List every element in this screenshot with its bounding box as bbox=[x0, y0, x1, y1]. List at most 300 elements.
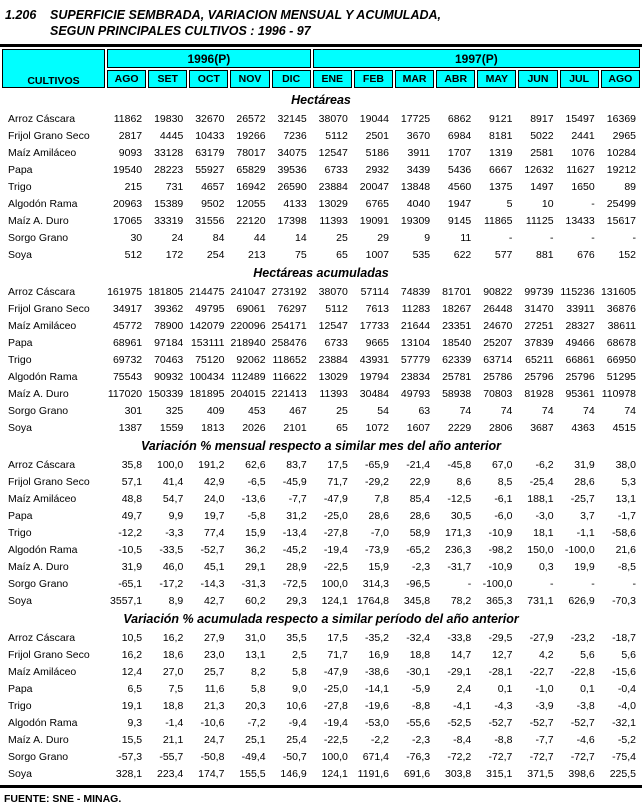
crop-label: Sorgo Grano bbox=[8, 750, 69, 763]
value-cell: 75120 bbox=[195, 353, 225, 366]
value-cell: 5,8 bbox=[250, 682, 266, 695]
value-cell: 9,0 bbox=[292, 682, 307, 695]
value-cell: -25,4 bbox=[529, 475, 554, 488]
crop-label: Sorgo Grano bbox=[8, 231, 69, 244]
table-row bbox=[2, 419, 640, 436]
crop-label: Papa bbox=[8, 163, 33, 176]
value-cell: 99739 bbox=[524, 285, 554, 298]
value-cell: 117020 bbox=[107, 387, 143, 400]
value-cell: 62339 bbox=[442, 353, 472, 366]
value-cell: -3,8 bbox=[576, 699, 595, 712]
value-cell: 301 bbox=[124, 404, 143, 417]
value-cell: 4560 bbox=[447, 180, 472, 193]
value-cell: -100,0 bbox=[482, 577, 513, 590]
value-cell: 131605 bbox=[600, 285, 636, 298]
value-cell: 74 bbox=[624, 404, 636, 417]
value-cell: 15,5 bbox=[121, 733, 143, 746]
section-header-row bbox=[2, 436, 640, 456]
value-cell: 118652 bbox=[272, 353, 307, 366]
value-cell: 4,2 bbox=[538, 648, 554, 661]
month-header: ENE bbox=[313, 70, 352, 88]
value-cell: 10433 bbox=[195, 129, 225, 142]
value-cell: -4,3 bbox=[494, 699, 513, 712]
value-cell: 254 bbox=[206, 248, 225, 261]
value-cell: 78900 bbox=[154, 319, 184, 332]
value-cell: -100,0 bbox=[564, 543, 595, 556]
value-cell: -23,2 bbox=[570, 631, 595, 644]
value-cell: 16,9 bbox=[368, 648, 389, 661]
table-row bbox=[2, 144, 640, 161]
value-cell: -75,4 bbox=[612, 750, 636, 763]
value-cell: 204015 bbox=[230, 387, 266, 400]
value-cell: 6765 bbox=[365, 197, 389, 210]
value-cell: -4,6 bbox=[576, 733, 595, 746]
value-cell: 13433 bbox=[565, 214, 595, 227]
value-cell: -52,5 bbox=[447, 716, 472, 729]
value-cell: 13029 bbox=[318, 197, 348, 210]
month-header: JUN bbox=[518, 70, 557, 88]
value-cell: 25207 bbox=[483, 336, 513, 349]
value-cell: 241047 bbox=[230, 285, 266, 298]
crop-label: Trigo bbox=[8, 353, 32, 366]
value-cell: 1072 bbox=[365, 421, 389, 434]
value-cell: -7,7 bbox=[288, 492, 307, 505]
value-cell: 11,6 bbox=[204, 682, 225, 695]
value-cell: 19212 bbox=[606, 163, 636, 176]
value-cell: 100434 bbox=[189, 370, 225, 383]
value-cell: 49466 bbox=[565, 336, 595, 349]
value-cell: 325 bbox=[165, 404, 184, 417]
value-cell: -27,8 bbox=[323, 699, 348, 712]
value-cell: -30,1 bbox=[406, 665, 431, 678]
value-cell: 31,9 bbox=[574, 458, 595, 471]
value-cell: 17733 bbox=[359, 319, 389, 332]
value-cell: -35,2 bbox=[365, 631, 389, 644]
crop-label: Algodón Rama bbox=[8, 370, 78, 383]
value-cell: 74 bbox=[583, 404, 595, 417]
value-cell: -14,3 bbox=[200, 577, 225, 590]
table-row bbox=[2, 473, 640, 490]
value-cell: 171,3 bbox=[444, 526, 472, 539]
value-cell: -6,0 bbox=[494, 509, 513, 522]
value-cell: 25796 bbox=[565, 370, 595, 383]
table-row bbox=[2, 575, 640, 592]
value-cell: 31,2 bbox=[286, 509, 307, 522]
value-cell: -45,2 bbox=[282, 543, 307, 556]
value-cell: -76,3 bbox=[406, 750, 431, 763]
year-1996-header: 1996(P) bbox=[107, 49, 311, 68]
value-cell: 236,3 bbox=[444, 543, 472, 556]
value-cell: -5,8 bbox=[247, 509, 266, 522]
value-cell: 1607 bbox=[406, 421, 431, 434]
value-cell: 3,7 bbox=[580, 509, 595, 522]
value-cell: 81701 bbox=[442, 285, 472, 298]
value-cell: 28,6 bbox=[368, 509, 389, 522]
value-cell: 9,9 bbox=[168, 509, 184, 522]
crop-label: Papa bbox=[8, 336, 33, 349]
value-cell: -3,0 bbox=[535, 509, 554, 522]
value-cell: -3,3 bbox=[165, 526, 184, 539]
value-cell: 25,1 bbox=[245, 733, 266, 746]
value-cell: 213 bbox=[248, 248, 266, 261]
value-cell: 23351 bbox=[442, 319, 472, 332]
crop-label: Trigo bbox=[8, 526, 32, 539]
value-cell: -73,9 bbox=[365, 543, 389, 556]
table-row bbox=[2, 456, 640, 473]
value-cell: 74 bbox=[500, 404, 513, 417]
value-cell: 11283 bbox=[401, 302, 431, 315]
value-cell: 22,9 bbox=[409, 475, 431, 488]
crop-label: Maíz Amiláceo bbox=[8, 492, 77, 505]
value-cell: 66950 bbox=[606, 353, 636, 366]
value-cell: 32670 bbox=[195, 112, 225, 125]
value-cell: 29,3 bbox=[286, 594, 307, 607]
value-cell: -52,7 bbox=[488, 716, 513, 729]
value-cell: 221413 bbox=[271, 387, 307, 400]
value-cell: 124,1 bbox=[321, 594, 348, 607]
table-row bbox=[2, 317, 640, 334]
value-cell: 28,6 bbox=[574, 475, 595, 488]
value-cell: 18,8 bbox=[162, 699, 184, 712]
value-cell: 15497 bbox=[565, 112, 595, 125]
value-cell: 3557,1 bbox=[110, 594, 143, 607]
value-cell: 21,1 bbox=[162, 733, 184, 746]
table-row bbox=[2, 127, 640, 144]
value-cell: 36,2 bbox=[245, 543, 266, 556]
value-cell: 76297 bbox=[277, 302, 307, 315]
value-cell: 2817 bbox=[118, 129, 143, 142]
value-cell: 36876 bbox=[606, 302, 636, 315]
value-cell: 4657 bbox=[201, 180, 225, 193]
value-cell: 10284 bbox=[606, 146, 636, 159]
value-cell: -19,4 bbox=[323, 716, 348, 729]
value-cell: 19,7 bbox=[203, 509, 225, 522]
value-cell: 17,5 bbox=[327, 458, 348, 471]
value-cell: 371,5 bbox=[527, 767, 554, 780]
value-cell: 1707 bbox=[447, 146, 472, 159]
value-cell: 2501 bbox=[365, 129, 389, 142]
value-cell: 65211 bbox=[525, 353, 554, 366]
value-cell: 27,9 bbox=[203, 631, 225, 644]
value-cell: 9093 bbox=[118, 146, 143, 159]
value-cell: 8181 bbox=[489, 129, 513, 142]
value-cell: 12547 bbox=[318, 319, 348, 332]
table-row bbox=[2, 697, 640, 714]
crop-label: Frijol Grano Seco bbox=[8, 648, 90, 661]
value-cell: -6,5 bbox=[247, 475, 266, 488]
value-cell: 11393 bbox=[319, 214, 348, 227]
value-cell: 25499 bbox=[606, 197, 636, 210]
table-row bbox=[2, 246, 640, 263]
value-cell: 1191,6 bbox=[357, 767, 389, 780]
value-cell: 11862 bbox=[113, 112, 143, 125]
table-row bbox=[2, 541, 640, 558]
value-cell: 14 bbox=[295, 231, 307, 244]
crop-label: Maíz Amiláceo bbox=[8, 319, 77, 332]
value-cell: 27251 bbox=[524, 319, 554, 332]
value-cell: 9,3 bbox=[127, 716, 143, 729]
value-cell: 18267 bbox=[442, 302, 472, 315]
value-cell: -72,7 bbox=[570, 750, 595, 763]
value-cell: 70463 bbox=[154, 353, 184, 366]
value-cell: 4040 bbox=[406, 197, 431, 210]
value-cell: -22,8 bbox=[570, 665, 595, 678]
value-cell: 75 bbox=[295, 248, 307, 261]
value-cell: -13,6 bbox=[241, 492, 266, 505]
value-cell: 11865 bbox=[483, 214, 513, 227]
value-cell: 25,7 bbox=[203, 665, 225, 678]
value-cell: - bbox=[591, 231, 595, 244]
crop-label: Papa bbox=[8, 509, 33, 522]
value-cell: 9145 bbox=[447, 214, 472, 227]
value-cell: 18,6 bbox=[162, 648, 184, 661]
value-cell: -10,9 bbox=[488, 560, 513, 573]
crop-label: Arroz Cáscara bbox=[8, 112, 76, 125]
section-title: Hectáreas bbox=[291, 93, 351, 107]
value-cell: 41,4 bbox=[162, 475, 184, 488]
value-cell: 13848 bbox=[400, 180, 431, 193]
value-cell: 2101 bbox=[283, 421, 307, 434]
value-cell: -52,7 bbox=[529, 716, 554, 729]
value-cell: 5 bbox=[506, 197, 513, 210]
value-cell: 68961 bbox=[112, 336, 143, 349]
value-cell: 24,7 bbox=[203, 733, 225, 746]
value-cell: 8,5 bbox=[497, 475, 513, 488]
value-cell: 4363 bbox=[571, 421, 595, 434]
value-cell: 19091 bbox=[359, 214, 389, 227]
value-cell: 31,0 bbox=[245, 631, 266, 644]
value-cell: -7,7 bbox=[535, 733, 554, 746]
value-cell: 21,6 bbox=[615, 543, 636, 556]
table-row bbox=[2, 161, 640, 178]
value-cell: 19,9 bbox=[574, 560, 595, 573]
value-cell: -17,2 bbox=[159, 577, 184, 590]
value-cell: 10,6 bbox=[286, 699, 307, 712]
value-cell: 731 bbox=[165, 180, 184, 193]
value-cell: 17065 bbox=[112, 214, 143, 227]
value-cell: 29 bbox=[377, 231, 389, 244]
value-cell: -1,0 bbox=[535, 682, 554, 695]
value-cell: -65,9 bbox=[365, 458, 389, 471]
value-cell: -13,4 bbox=[282, 526, 307, 539]
value-cell: -29,2 bbox=[365, 475, 389, 488]
value-cell: -33,8 bbox=[447, 631, 472, 644]
value-cell: -29,5 bbox=[488, 631, 513, 644]
value-cell: 38070 bbox=[318, 285, 348, 298]
value-cell: -49,4 bbox=[241, 750, 266, 763]
table-row bbox=[2, 178, 640, 195]
section-title: Hectáreas acumuladas bbox=[253, 266, 389, 280]
value-cell: -10,6 bbox=[200, 716, 225, 729]
crop-label: Arroz Cáscara bbox=[8, 458, 76, 471]
value-cell: 2229 bbox=[447, 421, 472, 434]
value-cell: 51295 bbox=[606, 370, 636, 383]
value-cell: 9121 bbox=[489, 112, 513, 125]
value-cell: 25786 bbox=[483, 370, 513, 383]
value-cell: -8,8 bbox=[412, 699, 431, 712]
value-cell: 54 bbox=[377, 404, 389, 417]
value-cell: 7,5 bbox=[168, 682, 184, 695]
value-cell: 223,4 bbox=[157, 767, 184, 780]
value-cell: 23834 bbox=[400, 370, 431, 383]
value-cell: 31,9 bbox=[121, 560, 143, 573]
crop-label: Sorgo Grano bbox=[8, 577, 69, 590]
value-cell: -33,5 bbox=[159, 543, 184, 556]
value-cell: 0,1 bbox=[497, 682, 513, 695]
value-cell: 6733 bbox=[324, 336, 348, 349]
title-line1: SUPERFICIE SEMBRADA, VARIACION MENSUAL Y ACUMULADA, bbox=[50, 8, 441, 22]
crop-label: Soya bbox=[8, 767, 32, 780]
value-cell: -38,6 bbox=[365, 665, 389, 678]
table-row bbox=[2, 351, 640, 368]
month-header: FEB bbox=[354, 70, 393, 88]
value-cell: 19794 bbox=[359, 370, 389, 383]
crop-label: Maíz Amiláceo bbox=[8, 146, 77, 159]
value-cell: - bbox=[632, 577, 636, 590]
value-cell: 69732 bbox=[112, 353, 143, 366]
value-cell: 1559 bbox=[159, 421, 184, 434]
value-cell: 71,7 bbox=[327, 648, 348, 661]
month-header: NOV bbox=[230, 70, 269, 88]
value-cell: - bbox=[550, 231, 554, 244]
value-cell: -72,5 bbox=[282, 577, 307, 590]
value-cell: 27,0 bbox=[162, 665, 184, 678]
section-header-row bbox=[2, 263, 640, 283]
table-row bbox=[2, 507, 640, 524]
table-row bbox=[2, 629, 640, 646]
value-cell: -3,9 bbox=[535, 699, 554, 712]
value-cell: 19830 bbox=[154, 112, 184, 125]
table-row bbox=[2, 714, 640, 731]
value-cell: 16369 bbox=[606, 112, 636, 125]
crop-label: Soya bbox=[8, 248, 32, 261]
value-cell: 5022 bbox=[530, 129, 554, 142]
value-cell: 26448 bbox=[483, 302, 513, 315]
section-header-row bbox=[2, 609, 640, 629]
value-cell: 626,9 bbox=[568, 594, 595, 607]
value-cell: 142079 bbox=[189, 319, 225, 332]
value-cell: 24,0 bbox=[203, 492, 225, 505]
value-cell: -7,0 bbox=[370, 526, 389, 539]
value-cell: 303,8 bbox=[444, 767, 472, 780]
value-cell: 58938 bbox=[442, 387, 472, 400]
value-cell: 45772 bbox=[112, 319, 143, 332]
value-cell: 19540 bbox=[112, 163, 143, 176]
table-body bbox=[2, 90, 640, 782]
table-row bbox=[2, 748, 640, 765]
table-row bbox=[2, 490, 640, 507]
value-cell: 9502 bbox=[201, 197, 225, 210]
value-cell: 1497 bbox=[530, 180, 554, 193]
value-cell: 38,0 bbox=[615, 458, 636, 471]
value-cell: 12055 bbox=[236, 197, 266, 210]
value-cell: -45,8 bbox=[447, 458, 472, 471]
value-cell: 57,1 bbox=[121, 475, 143, 488]
value-cell: -8,5 bbox=[617, 560, 636, 573]
table-row bbox=[2, 402, 640, 419]
value-cell: -4,0 bbox=[617, 699, 636, 712]
value-cell: -53,0 bbox=[365, 716, 389, 729]
value-cell: 19044 bbox=[359, 112, 389, 125]
value-cell: 57779 bbox=[400, 353, 431, 366]
page-title bbox=[0, 0, 642, 39]
value-cell: 19,1 bbox=[121, 699, 143, 712]
table-header bbox=[0, 44, 642, 90]
month-header: AGO bbox=[601, 70, 640, 88]
value-cell: -6,1 bbox=[494, 492, 513, 505]
value-cell: 9665 bbox=[365, 336, 389, 349]
month-header: MAY bbox=[477, 70, 516, 88]
value-cell: 24 bbox=[171, 231, 184, 244]
value-cell: 398,6 bbox=[568, 767, 595, 780]
value-cell: 74 bbox=[459, 404, 472, 417]
value-cell: 181895 bbox=[189, 387, 225, 400]
value-cell: 18,1 bbox=[533, 526, 554, 539]
value-cell: 512 bbox=[124, 248, 143, 261]
value-cell: -65,1 bbox=[118, 577, 143, 590]
value-cell: 48,8 bbox=[121, 492, 143, 505]
value-cell: 1319 bbox=[489, 146, 513, 159]
value-cell: 12,4 bbox=[121, 665, 143, 678]
value-cell: 115236 bbox=[560, 285, 595, 298]
value-cell: 37839 bbox=[524, 336, 554, 349]
value-cell: 152 bbox=[618, 248, 636, 261]
month-header: ABR bbox=[436, 70, 475, 88]
value-cell: 328,1 bbox=[115, 767, 143, 780]
month-header: JUL bbox=[560, 70, 599, 88]
header-group-row bbox=[2, 49, 640, 68]
value-cell: 10 bbox=[541, 197, 554, 210]
value-cell: 535 bbox=[412, 248, 431, 261]
value-cell: 28,6 bbox=[409, 509, 431, 522]
value-cell: 15,9 bbox=[245, 526, 266, 539]
year-1997-header: 1997(P) bbox=[313, 49, 640, 68]
value-cell: 23,0 bbox=[203, 648, 225, 661]
crop-label: Frijol Grano Seco bbox=[8, 129, 90, 142]
value-cell: 2806 bbox=[489, 421, 513, 434]
value-cell: 34917 bbox=[112, 302, 143, 315]
value-cell: -15,6 bbox=[612, 665, 636, 678]
table-row bbox=[2, 592, 640, 609]
value-cell: 453 bbox=[248, 404, 266, 417]
value-cell: 30484 bbox=[359, 387, 389, 400]
value-cell: 33128 bbox=[154, 146, 184, 159]
value-cell: 10,5 bbox=[121, 631, 143, 644]
value-cell: 68678 bbox=[606, 336, 636, 349]
month-header: OCT bbox=[189, 70, 228, 88]
crop-label: Arroz Cáscara bbox=[8, 631, 76, 644]
value-cell: 5,6 bbox=[580, 648, 595, 661]
value-cell: 2441 bbox=[571, 129, 595, 142]
crop-label: Algodón Rama bbox=[8, 197, 78, 210]
value-cell: 7236 bbox=[283, 129, 307, 142]
value-cell: 258476 bbox=[271, 336, 307, 349]
value-cell: - bbox=[632, 231, 636, 244]
crop-label: Soya bbox=[8, 594, 32, 607]
value-cell: -55,7 bbox=[159, 750, 184, 763]
table-row bbox=[2, 283, 640, 300]
section-header-row bbox=[2, 90, 640, 110]
value-cell: 5,6 bbox=[621, 648, 636, 661]
value-cell: 622 bbox=[453, 248, 472, 261]
value-cell: 1375 bbox=[489, 180, 513, 193]
value-cell: 92062 bbox=[236, 353, 266, 366]
value-cell: 5112 bbox=[325, 302, 348, 315]
value-cell: 11 bbox=[460, 231, 472, 244]
value-cell: 220096 bbox=[230, 319, 266, 332]
value-cell: 17398 bbox=[277, 214, 307, 227]
value-cell: -18,7 bbox=[612, 631, 636, 644]
